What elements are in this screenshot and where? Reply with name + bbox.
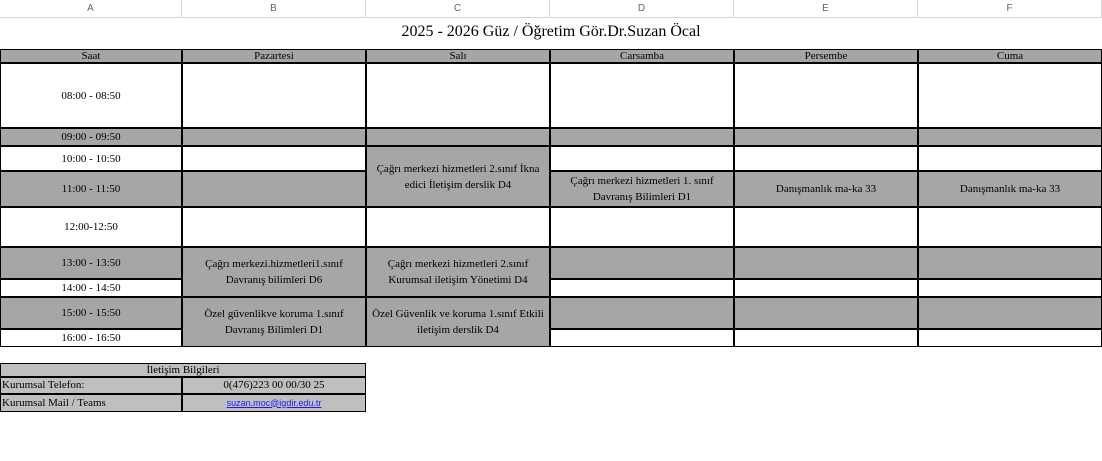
cell-cuma-1000[interactable] [918,146,1102,171]
cell-sali-0900[interactable] [366,128,550,146]
cell-pazartesi-1100[interactable] [182,171,366,207]
cell-pazartesi-0900[interactable] [182,128,366,146]
cell-carsamba-1500[interactable] [550,297,734,329]
cell-persembe-1200[interactable] [734,207,918,247]
cell-persembe-1400[interactable] [734,279,918,297]
course-carsamba-1100[interactable]: Çağrı merkezi hizmetleri 1. sınıf Davranış Bilimleri D1 [550,171,734,207]
header-carsamba[interactable]: Carsamba [550,49,734,63]
column-header-e[interactable]: E [734,0,918,18]
cell-persembe-0900[interactable] [734,128,918,146]
column-header-f[interactable]: F [918,0,1102,18]
phone-label[interactable]: Kurumsal Telefon: [0,377,182,394]
header-sali[interactable]: Salı [366,49,550,63]
course-pazartesi-1300-1400[interactable]: Çağrı merkezi.hizmetleri1.sınıf Davranış bilimleri D6 [182,247,366,297]
cell-persembe-0800[interactable] [734,63,918,128]
time-1000[interactable]: 10:00 - 10:50 [0,146,182,171]
cell-cuma-1600[interactable] [918,329,1102,347]
course-cuma-1100[interactable]: Danışmanlık ma-ka 33 [918,171,1102,207]
contact-title[interactable]: İletişim Bilgileri [0,363,366,377]
time-1500[interactable]: 15:00 - 15:50 [0,297,182,329]
header-pazartesi[interactable]: Pazartesi [182,49,366,63]
cell-carsamba-1600[interactable] [550,329,734,347]
cell-cuma-0800[interactable] [918,63,1102,128]
course-sali-1000-1100[interactable]: Çağrı merkezi hizmetleri 2.sınıf İkna edici İletişim derslik D4 [366,146,550,207]
cell-carsamba-1400[interactable] [550,279,734,297]
time-1300[interactable]: 13:00 - 13:50 [0,247,182,279]
cell-persembe-1500[interactable] [734,297,918,329]
mail-label[interactable]: Kurumsal Mail / Teams [0,394,182,412]
schedule-title[interactable]: 2025 - 2026 Güz / Öğretim Gör.Dr.Suzan Öcal [401,23,701,40]
cell-pazartesi-0800[interactable] [182,63,366,128]
cell-carsamba-1300[interactable] [550,247,734,279]
header-saat[interactable]: Saat [0,49,182,63]
cell-carsamba-0800[interactable] [550,63,734,128]
cell-persembe-1000[interactable] [734,146,918,171]
cell-persembe-1300[interactable] [734,247,918,279]
cell-cuma-0900[interactable] [918,128,1102,146]
mail-link[interactable]: suzan.moc@igdir.edu.tr [226,397,322,408]
column-header-a[interactable]: A [0,0,182,18]
time-0800[interactable]: 08:00 - 08:50 [0,63,182,128]
header-persembe[interactable]: Persembe [734,49,918,63]
cell-sali-1200[interactable] [366,207,550,247]
cell-sali-0800[interactable] [366,63,550,128]
cell-carsamba-0900[interactable] [550,128,734,146]
cell-pazartesi-1200[interactable] [182,207,366,247]
cell-carsamba-1200[interactable] [550,207,734,247]
time-1200[interactable]: 12:00-12:50 [0,207,182,247]
time-1400[interactable]: 14:00 - 14:50 [0,279,182,297]
mail-cell[interactable] [182,394,366,412]
cell-cuma-1400[interactable] [918,279,1102,297]
column-header-c[interactable]: C [366,0,550,18]
cell-cuma-1200[interactable] [918,207,1102,247]
time-0900[interactable]: 09:00 - 09:50 [0,128,182,146]
column-header-b[interactable]: B [182,0,366,18]
time-1100[interactable]: 11:00 - 11:50 [0,171,182,207]
phone-value[interactable]: 0(476)223 00 00/30 25 [182,377,366,394]
course-pazartesi-1500-1600[interactable]: Özel güvenlikve koruma 1.sınıf Davranış Bilimleri D1 [182,297,366,347]
cell-carsamba-1000[interactable] [550,146,734,171]
time-1600[interactable]: 16:00 - 16:50 [0,329,182,347]
header-cuma[interactable]: Cuma [918,49,1102,63]
cell-persembe-1600[interactable] [734,329,918,347]
cell-pazartesi-1000[interactable] [182,146,366,171]
course-sali-1300-1400[interactable]: Çağrı merkezi hizmetleri 2.sınıf Kurumsal iletişim Yönetimi D4 [366,247,550,297]
course-persembe-1100[interactable]: Danışmanlık ma-ka 33 [734,171,918,207]
cell-cuma-1300[interactable] [918,247,1102,279]
cell-cuma-1500[interactable] [918,297,1102,329]
column-header-d[interactable]: D [550,0,734,18]
course-sali-1500-1600[interactable]: Özel Güvenlik ve koruma 1.sınıf Etkili iletişim derslik D4 [366,297,550,347]
